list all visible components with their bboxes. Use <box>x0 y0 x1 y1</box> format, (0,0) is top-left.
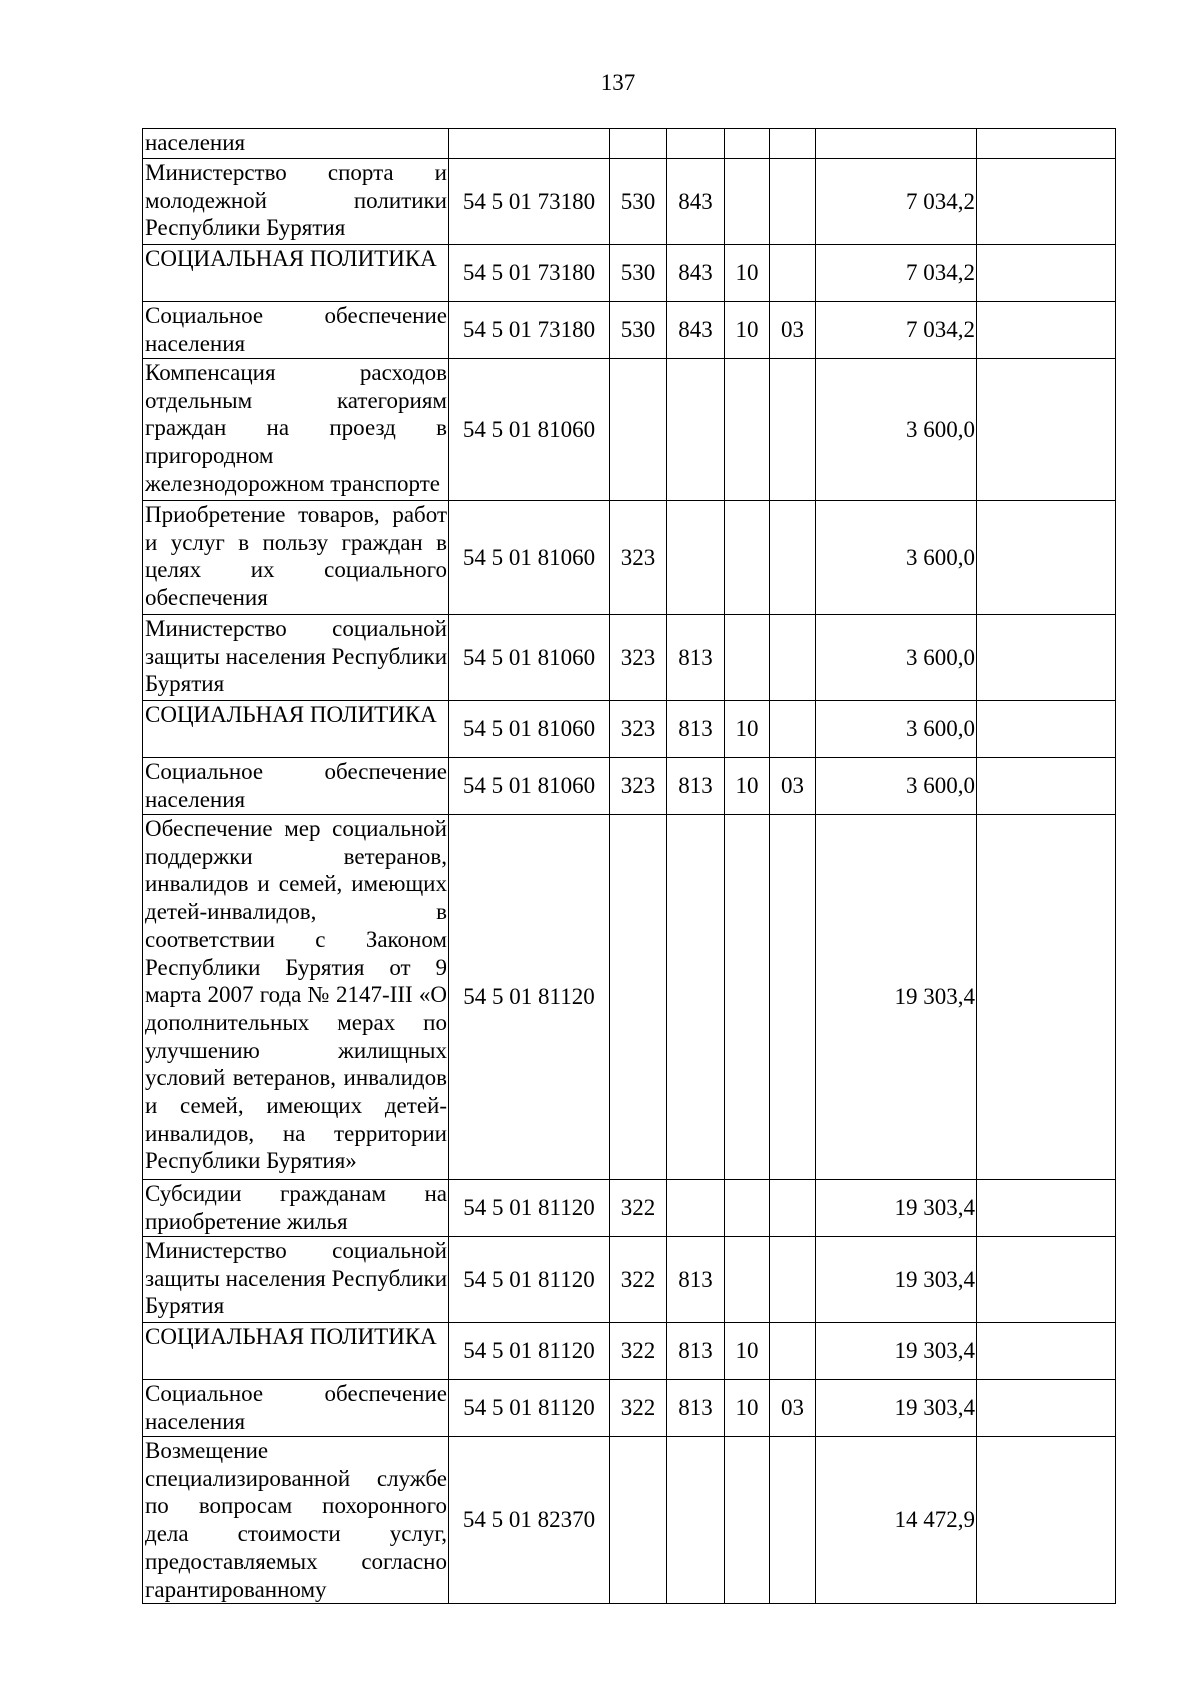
row-administrator-code-cell: 843 <box>667 245 725 302</box>
row-administrator-code-cell: 843 <box>667 302 725 359</box>
row-target-article-cell: 54 5 01 81060 <box>449 615 610 701</box>
row-amount-cell: 7 034,2 <box>816 302 977 359</box>
row-name-cell: Компенсация расходов отдельным категориям граждан на проезд в пригородном железнодорожном транспорте <box>143 359 449 501</box>
row-section-cell <box>725 615 770 701</box>
row-administrator-code-cell: 813 <box>667 1380 725 1437</box>
row-target-article-cell: 54 5 01 73180 <box>449 302 610 359</box>
row-subsection-cell <box>770 701 816 758</box>
table-row <box>143 359 1116 501</box>
row-target-article-cell: 54 5 01 81120 <box>449 815 610 1180</box>
row-amount-cell: 3 600,0 <box>816 701 977 758</box>
row-subsection-cell <box>770 1323 816 1380</box>
row-section-cell <box>725 1437 770 1604</box>
row-expense-type-cell <box>610 129 667 159</box>
row-target-article-cell: 54 5 01 81120 <box>449 1237 610 1323</box>
row-administrator-code-cell <box>667 815 725 1180</box>
row-name-cell: Министерство социальной защиты населения Республики Бурятия <box>143 1237 449 1323</box>
row-section-cell: 10 <box>725 701 770 758</box>
table-row <box>143 701 1116 758</box>
row-amount-cell: 19 303,4 <box>816 1380 977 1437</box>
row-target-article-cell: 54 5 01 81120 <box>449 1380 610 1437</box>
row-name-cell: Возмещение специализированной службе по вопросам похоронного дела стоимости услуг, предоставляемых согласно гарантированному <box>143 1437 449 1604</box>
row-target-article-cell: 54 5 01 81060 <box>449 758 610 815</box>
row-administrator-code-cell: 813 <box>667 701 725 758</box>
row-section-cell: 10 <box>725 302 770 359</box>
row-section-cell <box>725 1180 770 1237</box>
table-body <box>143 129 1116 1604</box>
table-row <box>143 245 1116 302</box>
row-administrator-code-cell <box>667 1437 725 1604</box>
row-name-cell: Социальное обеспечение населения <box>143 1380 449 1437</box>
row-subsection-cell: 03 <box>770 758 816 815</box>
row-amount-cell: 3 600,0 <box>816 359 977 501</box>
row-amount-cell: 19 303,4 <box>816 1180 977 1237</box>
row-subsection-cell: 03 <box>770 302 816 359</box>
row-amount-cell: 7 034,2 <box>816 245 977 302</box>
row-amount-cell: 7 034,2 <box>816 159 977 245</box>
row-name-cell: СОЦИАЛЬНАЯ ПОЛИТИКА <box>143 245 449 302</box>
row-subsection-cell <box>770 815 816 1180</box>
row-extra-cell <box>977 1380 1116 1437</box>
row-expense-type-cell <box>610 1437 667 1604</box>
row-subsection-cell <box>770 159 816 245</box>
row-administrator-code-cell: 813 <box>667 758 725 815</box>
row-section-cell: 10 <box>725 245 770 302</box>
row-extra-cell <box>977 302 1116 359</box>
row-expense-type-cell <box>610 815 667 1180</box>
table-row <box>143 159 1116 245</box>
row-extra-cell <box>977 758 1116 815</box>
row-section-cell <box>725 501 770 615</box>
row-name-cell: СОЦИАЛЬНАЯ ПОЛИТИКА <box>143 701 449 758</box>
table-row <box>143 1437 1116 1604</box>
row-section-cell <box>725 129 770 159</box>
row-extra-cell <box>977 245 1116 302</box>
row-extra-cell <box>977 501 1116 615</box>
table-row <box>143 1180 1116 1237</box>
row-name-cell: Обеспечение мер социальной поддержки ветеранов, инвалидов и семей, имеющих детей-инвалидов, в соответствии с Законом Республики Бурятия от 9 марта 2007 года № 2147-III «О дополнительных мерах по улучшению жилищных условий ветеранов, инвалидов и семей, имеющих детей-инвалидов, на территории Республики Бурятия» <box>143 815 449 1180</box>
row-extra-cell <box>977 1323 1116 1380</box>
row-expense-type-cell: 530 <box>610 245 667 302</box>
row-administrator-code-cell <box>667 129 725 159</box>
row-administrator-code-cell <box>667 501 725 615</box>
row-name-cell: Социальное обеспечение населения <box>143 302 449 359</box>
table-row <box>143 302 1116 359</box>
row-expense-type-cell: 323 <box>610 615 667 701</box>
row-name-cell: Социальное обеспечение населения <box>143 758 449 815</box>
row-subsection-cell <box>770 1180 816 1237</box>
row-expense-type-cell: 322 <box>610 1180 667 1237</box>
row-expense-type-cell: 530 <box>610 159 667 245</box>
row-extra-cell <box>977 1237 1116 1323</box>
row-target-article-cell: 54 5 01 81120 <box>449 1323 610 1380</box>
row-expense-type-cell: 323 <box>610 501 667 615</box>
row-section-cell <box>725 815 770 1180</box>
row-subsection-cell <box>770 1437 816 1604</box>
table-row <box>143 758 1116 815</box>
row-name-cell: Приобретение товаров, работ и услуг в пользу граждан в целях их социального обеспечения <box>143 501 449 615</box>
row-extra-cell <box>977 129 1116 159</box>
row-section-cell: 10 <box>725 1323 770 1380</box>
row-amount-cell: 3 600,0 <box>816 501 977 615</box>
table-row <box>143 815 1116 1180</box>
row-target-article-cell: 54 5 01 82370 <box>449 1437 610 1604</box>
row-section-cell <box>725 1237 770 1323</box>
table-row <box>143 129 1116 159</box>
row-target-article-cell <box>449 129 610 159</box>
row-name-cell: населения <box>143 129 449 159</box>
row-amount-cell: 19 303,4 <box>816 1237 977 1323</box>
row-administrator-code-cell: 813 <box>667 1237 725 1323</box>
row-section-cell <box>725 159 770 245</box>
row-target-article-cell: 54 5 01 81060 <box>449 359 610 501</box>
row-administrator-code-cell <box>667 359 725 501</box>
row-extra-cell <box>977 1437 1116 1604</box>
row-extra-cell <box>977 359 1116 501</box>
row-extra-cell <box>977 615 1116 701</box>
table-row <box>143 1323 1116 1380</box>
row-administrator-code-cell: 843 <box>667 159 725 245</box>
row-section-cell: 10 <box>725 1380 770 1437</box>
budget-table <box>142 128 1116 1604</box>
row-amount-cell: 19 303,4 <box>816 815 977 1180</box>
page-number: 137 <box>600 70 636 95</box>
row-administrator-code-cell <box>667 1180 725 1237</box>
row-name-cell: Министерство социальной защиты населения Республики Бурятия <box>143 615 449 701</box>
row-name-cell: Субсидии гражданам на приобретение жилья <box>143 1180 449 1237</box>
row-subsection-cell <box>770 245 816 302</box>
row-expense-type-cell: 323 <box>610 701 667 758</box>
row-subsection-cell <box>770 1237 816 1323</box>
row-extra-cell <box>977 1180 1116 1237</box>
row-expense-type-cell: 322 <box>610 1237 667 1323</box>
row-amount-cell: 3 600,0 <box>816 758 977 815</box>
row-expense-type-cell <box>610 359 667 501</box>
row-expense-type-cell: 322 <box>610 1323 667 1380</box>
row-extra-cell <box>977 159 1116 245</box>
row-subsection-cell: 03 <box>770 1380 816 1437</box>
row-administrator-code-cell: 813 <box>667 1323 725 1380</box>
row-extra-cell <box>977 815 1116 1180</box>
row-administrator-code-cell: 813 <box>667 615 725 701</box>
row-expense-type-cell: 323 <box>610 758 667 815</box>
table-row <box>143 1237 1116 1323</box>
row-target-article-cell: 54 5 01 81060 <box>449 701 610 758</box>
row-target-article-cell: 54 5 01 73180 <box>449 159 610 245</box>
row-expense-type-cell: 530 <box>610 302 667 359</box>
row-name-cell: СОЦИАЛЬНАЯ ПОЛИТИКА <box>143 1323 449 1380</box>
row-subsection-cell <box>770 501 816 615</box>
row-subsection-cell <box>770 615 816 701</box>
row-subsection-cell <box>770 129 816 159</box>
row-section-cell: 10 <box>725 758 770 815</box>
row-amount-cell <box>816 129 977 159</box>
row-target-article-cell: 54 5 01 73180 <box>449 245 610 302</box>
row-expense-type-cell: 322 <box>610 1380 667 1437</box>
row-amount-cell: 3 600,0 <box>816 615 977 701</box>
row-amount-cell: 19 303,4 <box>816 1323 977 1380</box>
table-row <box>143 501 1116 615</box>
row-section-cell <box>725 359 770 501</box>
row-extra-cell <box>977 701 1116 758</box>
row-target-article-cell: 54 5 01 81060 <box>449 501 610 615</box>
row-name-cell: Министерство спорта и молодежной политики Республики Бурятия <box>143 159 449 245</box>
row-amount-cell: 14 472,9 <box>816 1437 977 1604</box>
table-row <box>143 1380 1116 1437</box>
row-target-article-cell: 54 5 01 81120 <box>449 1180 610 1237</box>
table-row <box>143 615 1116 701</box>
row-subsection-cell <box>770 359 816 501</box>
